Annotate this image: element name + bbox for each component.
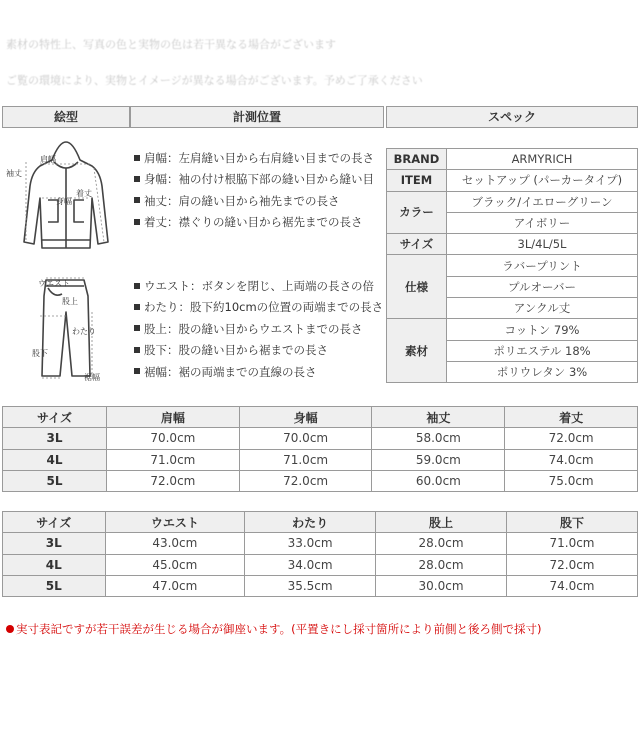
table-row [3, 470, 638, 491]
list-item [134, 148, 386, 169]
column-header: 着丈 [505, 407, 638, 428]
label-mata-shita: 股下 [32, 349, 48, 358]
size-cell: 4L [3, 449, 107, 470]
size-cell: 5L [3, 575, 106, 596]
hoodie-diagram [4, 138, 128, 264]
size-cell: 5L [3, 470, 107, 491]
faint-text-line-1: 素材の特性上、写真の色と実物の色は若干異なる場合がございます [6, 38, 336, 51]
table-cell: 71.0cm [507, 533, 638, 554]
size-cell: 4L [3, 554, 106, 575]
bullet-square-icon [134, 283, 140, 289]
table-cell: 75.0cm [505, 470, 638, 491]
table-cell: 74.0cm [507, 575, 638, 596]
spec-value: プルオーバー [447, 276, 638, 297]
table-cell: 33.0cm [245, 533, 376, 554]
table-row [3, 554, 638, 575]
table-cell: 60.0cm [372, 470, 505, 491]
label-mi: 身幅 [56, 197, 72, 206]
table-row [387, 149, 638, 170]
list-item [134, 276, 386, 297]
table-cell: 72.0cm [106, 470, 239, 491]
header-spec: スペック [386, 106, 638, 128]
table-cell: 28.0cm [376, 533, 507, 554]
label-susohaba: 裾幅 [84, 373, 100, 382]
spec-label: 素材 [387, 319, 447, 383]
bullet-square-icon [134, 176, 140, 182]
spec-value: ブラック/イエローグリーン [447, 191, 638, 212]
measure-text: 着丈：襟ぐりの縫い目から裾先までの長さ [144, 215, 363, 230]
table-cell: 72.0cm [505, 428, 638, 449]
table-row [387, 234, 638, 255]
spec-value: セットアップ (パーカータイプ) [447, 170, 638, 191]
spec-table [386, 148, 638, 383]
column-header: 身幅 [239, 407, 372, 428]
spec-value: ポリエステル 18% [447, 340, 638, 361]
table-row [387, 255, 638, 276]
table-cell: 59.0cm [372, 449, 505, 470]
bullet-square-icon [134, 368, 140, 374]
table-cell: 28.0cm [376, 554, 507, 575]
column-header: サイズ [3, 407, 107, 428]
table-cell: 34.0cm [245, 554, 376, 575]
size-table-bottom [2, 511, 638, 597]
spec-value: ARMYRICH [447, 149, 638, 170]
table-header-row [3, 407, 638, 428]
list-item [134, 191, 386, 212]
table-cell: 70.0cm [239, 428, 372, 449]
size-table-top [2, 406, 638, 492]
note-text: 実寸表記ですが若干誤差が生じる場合が御座います。(平置きにし採寸箇所により前側と後ろ側で採寸) [16, 622, 542, 636]
spec-value: アンクル丈 [447, 298, 638, 319]
header-measure-position: 計測位置 [130, 106, 384, 128]
table-row [387, 319, 638, 340]
bullet-square-icon [134, 325, 140, 331]
label-watari: わたり [72, 327, 96, 336]
list-item [134, 319, 386, 340]
faint-text-line-2: ご覧の環境により、実物とイメージが異なる場合がございます。予めご了承ください [6, 74, 423, 87]
measure-list-top [134, 148, 386, 234]
table-cell: 72.0cm [507, 554, 638, 575]
label-mata-ue: 股上 [62, 297, 78, 306]
list-item [134, 212, 386, 233]
column-header: サイズ [3, 512, 106, 533]
spec-label: ITEM [387, 170, 447, 191]
measure-list-bottom [134, 276, 386, 383]
spec-value: コットン 79% [447, 319, 638, 340]
list-item [134, 340, 386, 361]
column-header: 股上 [376, 512, 507, 533]
measure-text: ウエスト：ボタンを閉じ、上両端の長さの倍 [144, 279, 374, 293]
spec-label: サイズ [387, 234, 447, 255]
table-row [387, 170, 638, 191]
spec-value: 3L/4L/5L [447, 234, 638, 255]
label-kata: 肩幅 [40, 155, 56, 164]
column-header: 袖丈 [372, 407, 505, 428]
table-cell: 72.0cm [239, 470, 372, 491]
spec-label: カラー [387, 191, 447, 234]
column-header: 肩幅 [106, 407, 239, 428]
spec-value: ポリウレタン 3% [447, 361, 638, 382]
measure-text: 股下：股の縫い目から裾までの長さ [144, 343, 328, 358]
bullet-square-icon [134, 155, 140, 161]
label-sode: 袖丈 [6, 169, 22, 178]
size-cell: 3L [3, 428, 107, 449]
table-cell: 71.0cm [239, 449, 372, 470]
header-pattern: 絵型 [2, 106, 130, 128]
size-cell: 3L [3, 533, 106, 554]
spec-value: ラバープリント [447, 255, 638, 276]
list-item [134, 297, 386, 318]
table-cell: 30.0cm [376, 575, 507, 596]
column-header: わたり [245, 512, 376, 533]
table-cell: 35.5cm [245, 575, 376, 596]
red-dot-icon [6, 625, 14, 633]
table-row [3, 428, 638, 449]
measure-text: 肩幅：左肩縫い目から右肩縫い目までの長さ [144, 151, 374, 165]
spec-label: BRAND [387, 149, 447, 170]
bullet-square-icon [134, 219, 140, 225]
pants-diagram [4, 272, 128, 384]
measure-text: 身幅：袖の付け根脇下部の縫い目から縫い目 [144, 172, 374, 187]
table-row [3, 533, 638, 554]
measure-text: 裾幅：裾の両端までの直線の長さ [144, 364, 317, 379]
measure-text: 股上：股の縫い目からウエストまでの長さ [144, 321, 363, 336]
column-header: 股下 [507, 512, 638, 533]
measure-text: わたり：股下約10cmの位置の両端までの長さ [144, 300, 384, 315]
bullet-square-icon [134, 304, 140, 310]
spec-label: 仕様 [387, 255, 447, 319]
spec-value: アイボリー [447, 212, 638, 233]
table-cell: 58.0cm [372, 428, 505, 449]
table-cell: 45.0cm [105, 554, 245, 575]
table-header-row [3, 512, 638, 533]
table-cell: 43.0cm [105, 533, 245, 554]
list-item [134, 362, 386, 383]
measure-text: 袖丈：肩の縫い目から袖先までの長さ [144, 193, 340, 208]
table-row [387, 191, 638, 212]
size-note [6, 621, 542, 637]
list-item [134, 169, 386, 190]
table-cell: 47.0cm [105, 575, 245, 596]
table-row [3, 449, 638, 470]
table-cell: 74.0cm [505, 449, 638, 470]
label-ki: 着丈 [76, 189, 92, 198]
table-cell: 70.0cm [106, 428, 239, 449]
column-header: ウエスト [105, 512, 245, 533]
table-row [3, 575, 638, 596]
bullet-square-icon [134, 347, 140, 353]
bullet-square-icon [134, 197, 140, 203]
table-cell: 71.0cm [106, 449, 239, 470]
label-waist: ウエスト [38, 279, 70, 288]
